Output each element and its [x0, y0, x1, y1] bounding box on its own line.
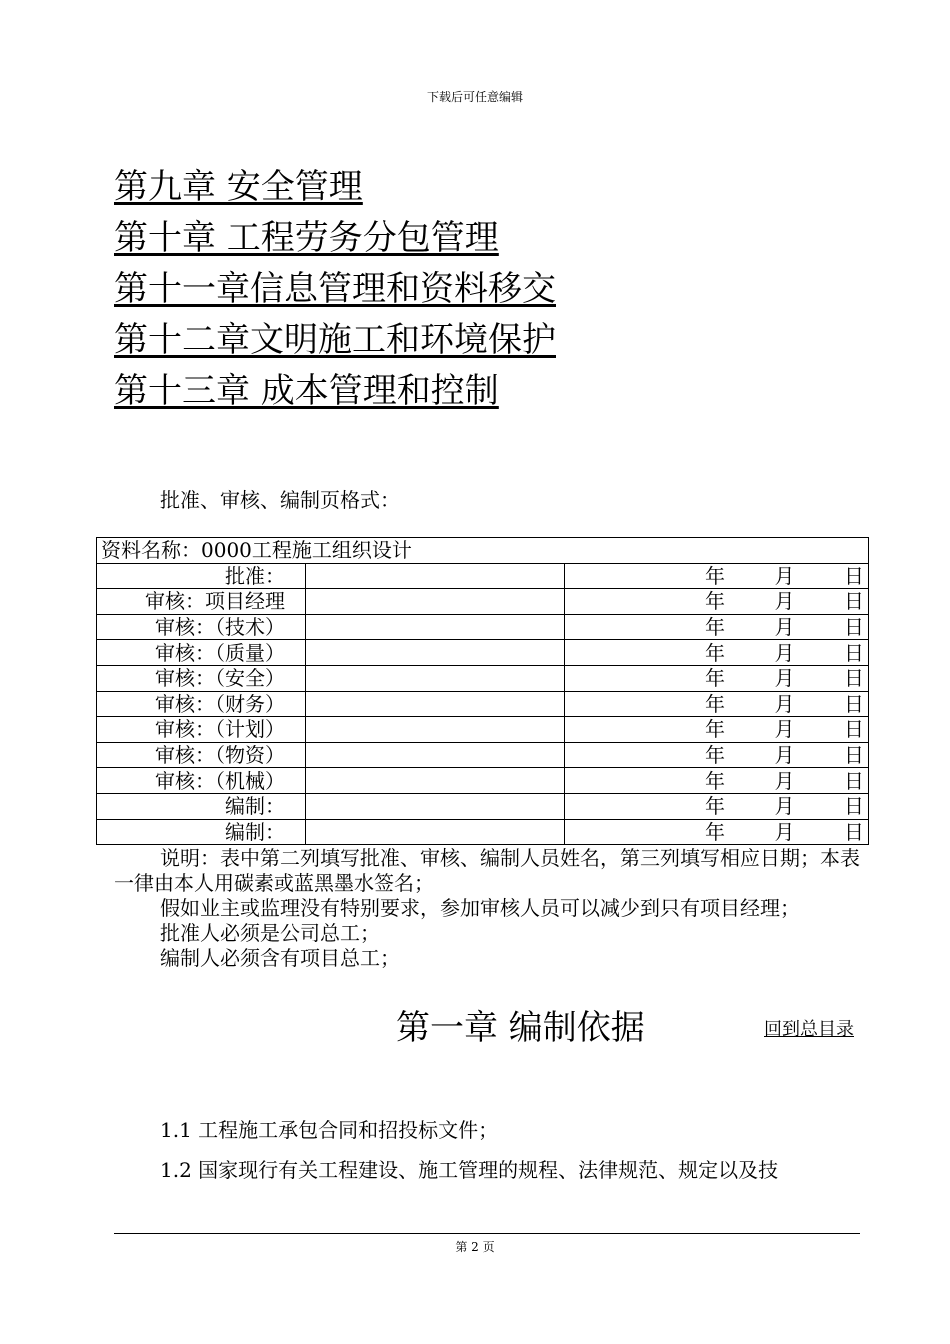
table-row	[97, 691, 869, 717]
note-line: 编制人必须含有项目总工；	[160, 946, 400, 970]
date-month-label: 月	[774, 563, 795, 588]
date-year-label: 年	[705, 743, 725, 768]
date-cell[interactable]	[565, 793, 869, 819]
date-month-label: 月	[774, 743, 795, 768]
date-year-label: 年	[705, 691, 725, 716]
signer-name-cell[interactable]	[306, 589, 565, 615]
chapter-title: 第一章 编制依据	[396, 1008, 645, 1048]
date-cell[interactable]	[565, 665, 869, 691]
note-line: 假如业主或监理没有特别要求，参加审核人员可以减少到只有项目经理；	[160, 896, 800, 920]
date-year-label: 年	[705, 563, 725, 588]
signer-name-cell[interactable]	[306, 793, 565, 819]
date-month-label: 月	[774, 589, 795, 614]
back-to-toc-link[interactable]: 回到总目录	[764, 1019, 854, 1040]
row-label: 审核：（物资）	[97, 742, 306, 768]
date-cell[interactable]	[565, 640, 869, 666]
header-note: 下载后可任意编辑	[426, 90, 523, 104]
date-year-label: 年	[705, 640, 725, 665]
date-day-label: 日	[844, 794, 865, 819]
row-label: 审核：（机械）	[97, 768, 306, 794]
date-day-label: 日	[844, 666, 865, 691]
table-row	[97, 717, 869, 743]
table-title: 资料名称：0000工程施工组织设计	[97, 538, 869, 564]
date-day-label: 日	[844, 819, 865, 844]
date-cell[interactable]	[565, 589, 869, 615]
signer-name-cell[interactable]	[306, 563, 565, 589]
date-cell[interactable]	[565, 717, 869, 743]
date-year-label: 年	[705, 819, 725, 844]
toc-link-chapter-13[interactable]: 第十三章 成本管理和控制	[114, 371, 499, 411]
toc-link-chapter-10[interactable]: 第十章 工程劳务分包管理	[114, 218, 499, 258]
note-line: 说明：表中第二列填写批准、审核、编制人员姓名，第三列填写相应日期；本表一律由本人用碳素或蓝黑墨水签名；	[114, 846, 860, 895]
date-day-label: 日	[844, 640, 865, 665]
date-cell[interactable]	[565, 563, 869, 589]
row-label: 审核：（质量）	[97, 640, 306, 666]
date-day-label: 日	[844, 743, 865, 768]
date-month-label: 月	[774, 691, 795, 716]
date-month-label: 月	[774, 615, 795, 640]
toc-link-chapter-12[interactable]: 第十二章文明施工和环境保护	[114, 320, 556, 360]
signer-name-cell[interactable]	[306, 691, 565, 717]
date-month-label: 月	[774, 640, 795, 665]
paragraph: 1.2 国家现行有关工程建设、施工管理的规程、法律规范、规定以及技	[160, 1158, 779, 1182]
date-month-label: 月	[774, 717, 795, 742]
date-day-label: 日	[844, 563, 865, 588]
date-cell[interactable]	[565, 819, 869, 845]
note-line: 批准人必须是公司总工；	[160, 921, 380, 945]
date-month-label: 月	[774, 666, 795, 691]
signer-name-cell[interactable]	[306, 717, 565, 743]
signer-name-cell[interactable]	[306, 768, 565, 794]
table-title-row	[97, 538, 869, 564]
footer-divider	[114, 1233, 860, 1234]
date-month-label: 月	[774, 819, 795, 844]
signer-name-cell[interactable]	[306, 665, 565, 691]
signer-name-cell[interactable]	[306, 819, 565, 845]
signer-name-cell[interactable]	[306, 614, 565, 640]
date-day-label: 日	[844, 717, 865, 742]
row-label: 编制：	[97, 819, 306, 845]
table-row	[97, 563, 869, 589]
toc-link-chapter-9[interactable]: 第九章 安全管理	[114, 167, 363, 207]
date-day-label: 日	[844, 768, 865, 793]
approval-table	[96, 537, 869, 845]
table-row	[97, 742, 869, 768]
row-label: 审核：（技术）	[97, 614, 306, 640]
date-cell[interactable]	[565, 691, 869, 717]
row-label: 编制：	[97, 793, 306, 819]
date-day-label: 日	[844, 691, 865, 716]
row-label: 批准：	[97, 563, 306, 589]
row-label: 审核：（财务）	[97, 691, 306, 717]
date-day-label: 日	[844, 589, 865, 614]
date-year-label: 年	[705, 717, 725, 742]
signer-name-cell[interactable]	[306, 742, 565, 768]
table-row	[97, 614, 869, 640]
notes	[114, 846, 864, 971]
toc-link-chapter-11[interactable]: 第十一章信息管理和资料移交	[114, 269, 556, 309]
signer-name-cell[interactable]	[306, 640, 565, 666]
table-row	[97, 665, 869, 691]
toc-list	[114, 162, 556, 417]
date-cell[interactable]	[565, 768, 869, 794]
date-year-label: 年	[705, 768, 725, 793]
paragraph: 1.1 工程施工承包合同和招投标文件；	[160, 1118, 499, 1142]
table-row	[97, 793, 869, 819]
table-row	[97, 768, 869, 794]
intro-text: 批准、审核、编制页格式：	[160, 488, 400, 512]
page-number: 第 2 页	[455, 1240, 495, 1254]
row-label: 审核：（安全）	[97, 665, 306, 691]
date-cell[interactable]	[565, 614, 869, 640]
date-year-label: 年	[705, 589, 725, 614]
date-month-label: 月	[774, 768, 795, 793]
row-label: 审核：（计划）	[97, 717, 306, 743]
date-year-label: 年	[705, 794, 725, 819]
table-row	[97, 640, 869, 666]
date-year-label: 年	[705, 615, 725, 640]
row-label: 审核：项目经理	[97, 589, 306, 615]
date-year-label: 年	[705, 666, 725, 691]
table-row	[97, 589, 869, 615]
table-row	[97, 819, 869, 845]
date-month-label: 月	[774, 794, 795, 819]
date-day-label: 日	[844, 615, 865, 640]
date-cell[interactable]	[565, 742, 869, 768]
